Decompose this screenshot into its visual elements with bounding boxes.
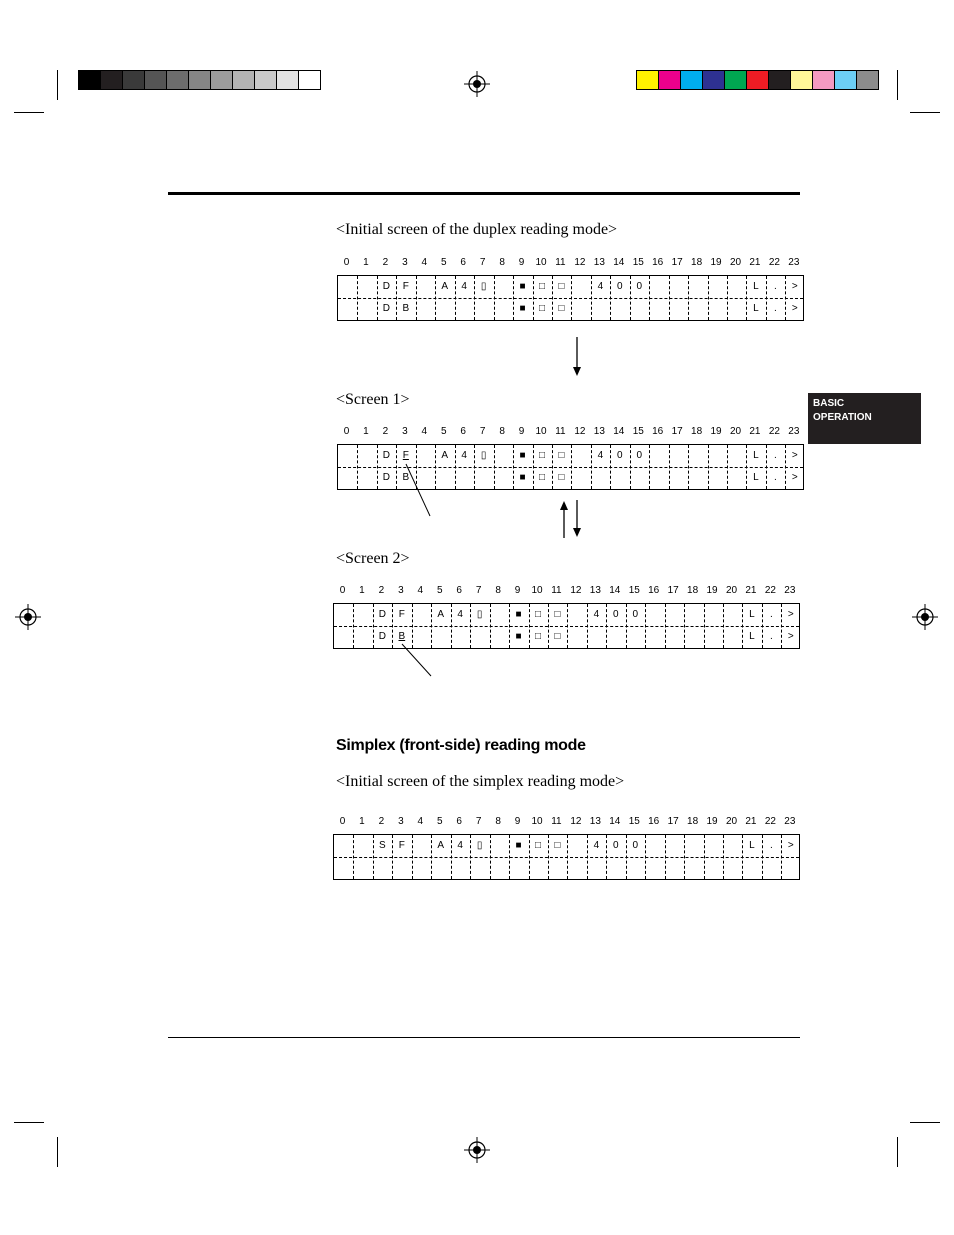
lcd-cell: L bbox=[749, 840, 755, 851]
lcd-cell: A bbox=[441, 450, 449, 461]
color-swatch bbox=[680, 70, 703, 90]
lcd-cell: F bbox=[402, 450, 409, 461]
color-swatch bbox=[724, 70, 747, 90]
lcd-cell: > bbox=[787, 609, 794, 620]
lcd-cell: □ bbox=[538, 303, 546, 314]
lcd-cell: F bbox=[398, 609, 405, 620]
lcd-cell: ■ bbox=[519, 450, 526, 461]
lcd-cell: 0 bbox=[632, 609, 639, 620]
column-number: 5 bbox=[440, 257, 447, 268]
lcd-cell: □ bbox=[534, 631, 542, 642]
lcd-cell: 4 bbox=[461, 281, 467, 292]
lcd-cell: > bbox=[791, 472, 798, 483]
lcd-cell: 4 bbox=[593, 840, 600, 851]
lcd-cell: B bbox=[402, 303, 410, 314]
lcd-cell: ■ bbox=[515, 609, 522, 620]
column-number: 15 bbox=[632, 257, 644, 268]
lcd-cell: . bbox=[774, 450, 777, 461]
simplex-heading: Simplex (front-side) reading mode bbox=[336, 737, 586, 754]
column-number: 17 bbox=[671, 257, 683, 268]
lcd-cell: A bbox=[441, 281, 449, 292]
column-number: 8 bbox=[495, 816, 501, 827]
lcd-cell: □ bbox=[554, 631, 561, 642]
lcd-cell: □ bbox=[558, 303, 565, 314]
color-swatch bbox=[768, 70, 791, 90]
column-number: 11 bbox=[555, 257, 566, 268]
column-number: 9 bbox=[518, 426, 525, 437]
column-number: 7 bbox=[475, 585, 482, 596]
column-number: 9 bbox=[518, 257, 525, 268]
lcd-cell: ■ bbox=[519, 281, 526, 292]
column-number: 8 bbox=[495, 585, 501, 596]
column-number: 22 bbox=[768, 426, 780, 437]
column-number: 8 bbox=[499, 426, 505, 437]
column-number: 23 bbox=[784, 585, 796, 596]
column-number: 19 bbox=[710, 257, 722, 268]
duplex-initial-caption: <Initial screen of the duplex reading mode> bbox=[336, 221, 618, 238]
gray-swatch bbox=[188, 70, 211, 90]
column-number: 2 bbox=[378, 585, 385, 596]
column-number: 6 bbox=[460, 257, 466, 268]
column-number: 2 bbox=[382, 257, 389, 268]
lcd-cell: □ bbox=[558, 472, 565, 483]
lcd-cell: ■ bbox=[519, 303, 526, 314]
lcd-cell: B bbox=[398, 631, 406, 642]
color-swatch bbox=[834, 70, 857, 90]
column-number: 18 bbox=[687, 585, 699, 596]
column-number: 20 bbox=[729, 257, 742, 268]
color-swatch bbox=[636, 70, 659, 90]
lcd-cell: □ bbox=[554, 609, 561, 620]
lcd-cell: 0 bbox=[613, 609, 619, 620]
lcd-cell: 0 bbox=[617, 281, 623, 292]
lcd-cell: 0 bbox=[636, 281, 643, 292]
column-number: 3 bbox=[402, 426, 408, 437]
lcd-cell: > bbox=[787, 631, 794, 642]
gray-swatch bbox=[166, 70, 189, 90]
lcd-cell: ▯ bbox=[476, 840, 483, 851]
lcd-cell: . bbox=[770, 631, 773, 642]
lcd-cell: L bbox=[753, 281, 759, 292]
column-number: 11 bbox=[551, 585, 562, 596]
column-number: 0 bbox=[343, 426, 350, 437]
lcd-cell: L bbox=[753, 450, 759, 461]
lcd-cell: L bbox=[749, 631, 755, 642]
column-number: 0 bbox=[339, 816, 346, 827]
color-swatch bbox=[856, 70, 879, 90]
lcd-cell: 0 bbox=[617, 450, 623, 461]
column-number: 14 bbox=[613, 257, 625, 268]
column-number: 5 bbox=[436, 816, 443, 827]
arrow-down-icon bbox=[571, 337, 583, 377]
lcd-cell: D bbox=[378, 609, 386, 620]
column-number: 18 bbox=[691, 257, 703, 268]
lcd-cell: D bbox=[382, 472, 390, 483]
gray-swatch bbox=[144, 70, 167, 90]
column-number: 17 bbox=[671, 426, 683, 437]
lcd-cell: □ bbox=[558, 281, 565, 292]
column-number: 16 bbox=[648, 816, 660, 827]
column-number: 12 bbox=[574, 426, 586, 437]
column-number: 21 bbox=[745, 585, 757, 596]
lcd-cell: F bbox=[402, 281, 409, 292]
column-number: 15 bbox=[628, 816, 640, 827]
simplex-initial-caption: <Initial screen of the simplex reading mode> bbox=[336, 773, 625, 790]
column-number: 13 bbox=[589, 585, 601, 596]
column-number: 11 bbox=[551, 816, 562, 827]
section-tab-line2: OPERATION bbox=[813, 412, 872, 423]
column-number: 20 bbox=[725, 585, 738, 596]
lcd-simplex-initial bbox=[333, 834, 800, 880]
column-number: 13 bbox=[589, 816, 601, 827]
column-number: 18 bbox=[691, 426, 703, 437]
lcd-cell: D bbox=[382, 450, 390, 461]
registration-mark-icon bbox=[464, 71, 490, 97]
column-number: 11 bbox=[555, 426, 566, 437]
column-number: 7 bbox=[475, 816, 482, 827]
column-number: 23 bbox=[788, 426, 800, 437]
lcd-cell: . bbox=[774, 281, 777, 292]
lcd-cell: > bbox=[791, 281, 798, 292]
lcd-cell: □ bbox=[538, 450, 546, 461]
column-number: 10 bbox=[535, 426, 547, 437]
arrow-up-down-icon bbox=[557, 500, 585, 540]
lcd-cell: . bbox=[770, 840, 773, 851]
column-number: 19 bbox=[706, 816, 718, 827]
section-tab-line1: BASIC bbox=[813, 398, 845, 409]
lcd-cell: □ bbox=[538, 281, 546, 292]
lcd-cell: . bbox=[774, 303, 777, 314]
column-number: 21 bbox=[749, 257, 761, 268]
column-number: 10 bbox=[531, 816, 543, 827]
column-number: 12 bbox=[570, 816, 582, 827]
column-number: 0 bbox=[339, 585, 346, 596]
column-number: 20 bbox=[729, 426, 742, 437]
gray-swatch bbox=[100, 70, 123, 90]
gray-swatch bbox=[78, 70, 101, 90]
column-number: 16 bbox=[652, 426, 664, 437]
lcd-duplex-initial bbox=[337, 275, 804, 321]
column-number: 13 bbox=[593, 426, 605, 437]
gray-swatch bbox=[276, 70, 299, 90]
lcd-cell: . bbox=[774, 472, 777, 483]
color-swatch bbox=[746, 70, 769, 90]
lcd-cell: 4 bbox=[461, 450, 467, 461]
column-number: 0 bbox=[343, 257, 350, 268]
column-number: 13 bbox=[593, 257, 605, 268]
footer-rule bbox=[168, 1037, 800, 1038]
column-number: 10 bbox=[531, 585, 543, 596]
lcd-cell: ■ bbox=[515, 840, 522, 851]
lcd-cell: A bbox=[437, 840, 445, 851]
column-number: 1 bbox=[363, 426, 369, 437]
column-number: 12 bbox=[570, 585, 582, 596]
column-number: 1 bbox=[359, 816, 365, 827]
column-number: 4 bbox=[417, 585, 424, 596]
registration-mark-icon bbox=[464, 1137, 490, 1163]
lcd-cell: L bbox=[753, 303, 759, 314]
column-number: 16 bbox=[652, 257, 664, 268]
lcd-cell: > bbox=[787, 840, 794, 851]
lcd-cell: 0 bbox=[632, 840, 639, 851]
column-number: 2 bbox=[378, 816, 385, 827]
lcd-cell: □ bbox=[554, 840, 561, 851]
column-number: 17 bbox=[667, 816, 679, 827]
color-swatch bbox=[658, 70, 681, 90]
lcd-cell: ▯ bbox=[476, 609, 483, 620]
lcd-cell: D bbox=[378, 631, 386, 642]
lcd-cell: ■ bbox=[519, 472, 526, 483]
column-number: 18 bbox=[687, 816, 699, 827]
lcd-cell: 0 bbox=[613, 840, 619, 851]
column-number: 7 bbox=[479, 426, 486, 437]
column-number: 1 bbox=[359, 585, 365, 596]
lcd-cell: D bbox=[382, 303, 390, 314]
column-number: 7 bbox=[479, 257, 486, 268]
pointer-line bbox=[398, 642, 434, 678]
lcd-cell: 4 bbox=[457, 840, 463, 851]
color-swatch bbox=[702, 70, 725, 90]
column-number: 3 bbox=[402, 257, 408, 268]
pointer-line bbox=[402, 462, 434, 518]
column-number: 23 bbox=[788, 257, 800, 268]
gray-swatch bbox=[232, 70, 255, 90]
column-number: 5 bbox=[440, 426, 447, 437]
column-number: 6 bbox=[460, 426, 466, 437]
column-number: 15 bbox=[632, 426, 644, 437]
lcd-cell: 4 bbox=[593, 609, 600, 620]
column-number: 14 bbox=[613, 426, 625, 437]
column-number: 12 bbox=[574, 257, 586, 268]
lcd-cell: □ bbox=[538, 472, 546, 483]
column-number: 1 bbox=[363, 257, 369, 268]
column-number: 5 bbox=[436, 585, 443, 596]
lcd-cell: ■ bbox=[515, 631, 522, 642]
lcd-cell: > bbox=[791, 303, 798, 314]
column-number: 4 bbox=[421, 426, 428, 437]
lcd-cell: □ bbox=[558, 450, 565, 461]
column-number: 17 bbox=[667, 585, 679, 596]
column-number: 3 bbox=[398, 585, 404, 596]
lcd-cell: . bbox=[770, 609, 773, 620]
column-number: 22 bbox=[768, 257, 780, 268]
registration-mark-icon bbox=[15, 604, 41, 630]
column-number: 9 bbox=[514, 585, 521, 596]
lcd-cell: S bbox=[379, 840, 386, 851]
column-number: 10 bbox=[535, 257, 547, 268]
lcd-cell: D bbox=[382, 281, 390, 292]
lcd-cell: ▯ bbox=[480, 281, 487, 292]
lcd-cell: 4 bbox=[597, 450, 604, 461]
lcd-cell: □ bbox=[534, 609, 542, 620]
color-swatch bbox=[812, 70, 835, 90]
column-number: 8 bbox=[499, 257, 505, 268]
column-number: 14 bbox=[609, 816, 621, 827]
column-number: 22 bbox=[764, 816, 776, 827]
column-number: 19 bbox=[706, 585, 718, 596]
gray-swatch bbox=[122, 70, 145, 90]
column-number: 2 bbox=[382, 426, 389, 437]
gray-swatch bbox=[210, 70, 233, 90]
lcd-cell: A bbox=[437, 609, 445, 620]
screen1-caption: <Screen 1> bbox=[336, 391, 410, 408]
screen2-caption: <Screen 2> bbox=[336, 550, 410, 567]
lcd-cell: L bbox=[749, 609, 755, 620]
column-number: 15 bbox=[628, 585, 640, 596]
column-number: 4 bbox=[421, 257, 428, 268]
column-number: 16 bbox=[648, 585, 660, 596]
lcd-cell: > bbox=[791, 450, 798, 461]
color-swatch bbox=[790, 70, 813, 90]
column-number: 9 bbox=[514, 816, 521, 827]
lcd-cell: L bbox=[753, 472, 759, 483]
column-number: 23 bbox=[784, 816, 796, 827]
gray-swatch bbox=[254, 70, 277, 90]
lcd-cell: B bbox=[402, 472, 410, 483]
column-number: 6 bbox=[456, 585, 462, 596]
column-number: 14 bbox=[609, 585, 621, 596]
lcd-cell: 0 bbox=[636, 450, 643, 461]
lcd-cell: F bbox=[398, 840, 405, 851]
column-number: 22 bbox=[764, 585, 776, 596]
registration-mark-icon bbox=[912, 604, 938, 630]
lcd-cell: ▯ bbox=[480, 450, 487, 461]
column-number: 20 bbox=[725, 816, 738, 827]
section-tab bbox=[808, 393, 921, 444]
lcd-cell: 4 bbox=[457, 609, 463, 620]
column-number: 6 bbox=[456, 816, 462, 827]
column-number: 19 bbox=[710, 426, 722, 437]
gray-swatch bbox=[298, 70, 321, 90]
lcd-cell: □ bbox=[534, 840, 542, 851]
column-number: 21 bbox=[749, 426, 761, 437]
column-number: 3 bbox=[398, 816, 404, 827]
column-number: 4 bbox=[417, 816, 424, 827]
lcd-cell: 4 bbox=[597, 281, 604, 292]
header-rule bbox=[168, 192, 800, 195]
column-number: 21 bbox=[745, 816, 757, 827]
